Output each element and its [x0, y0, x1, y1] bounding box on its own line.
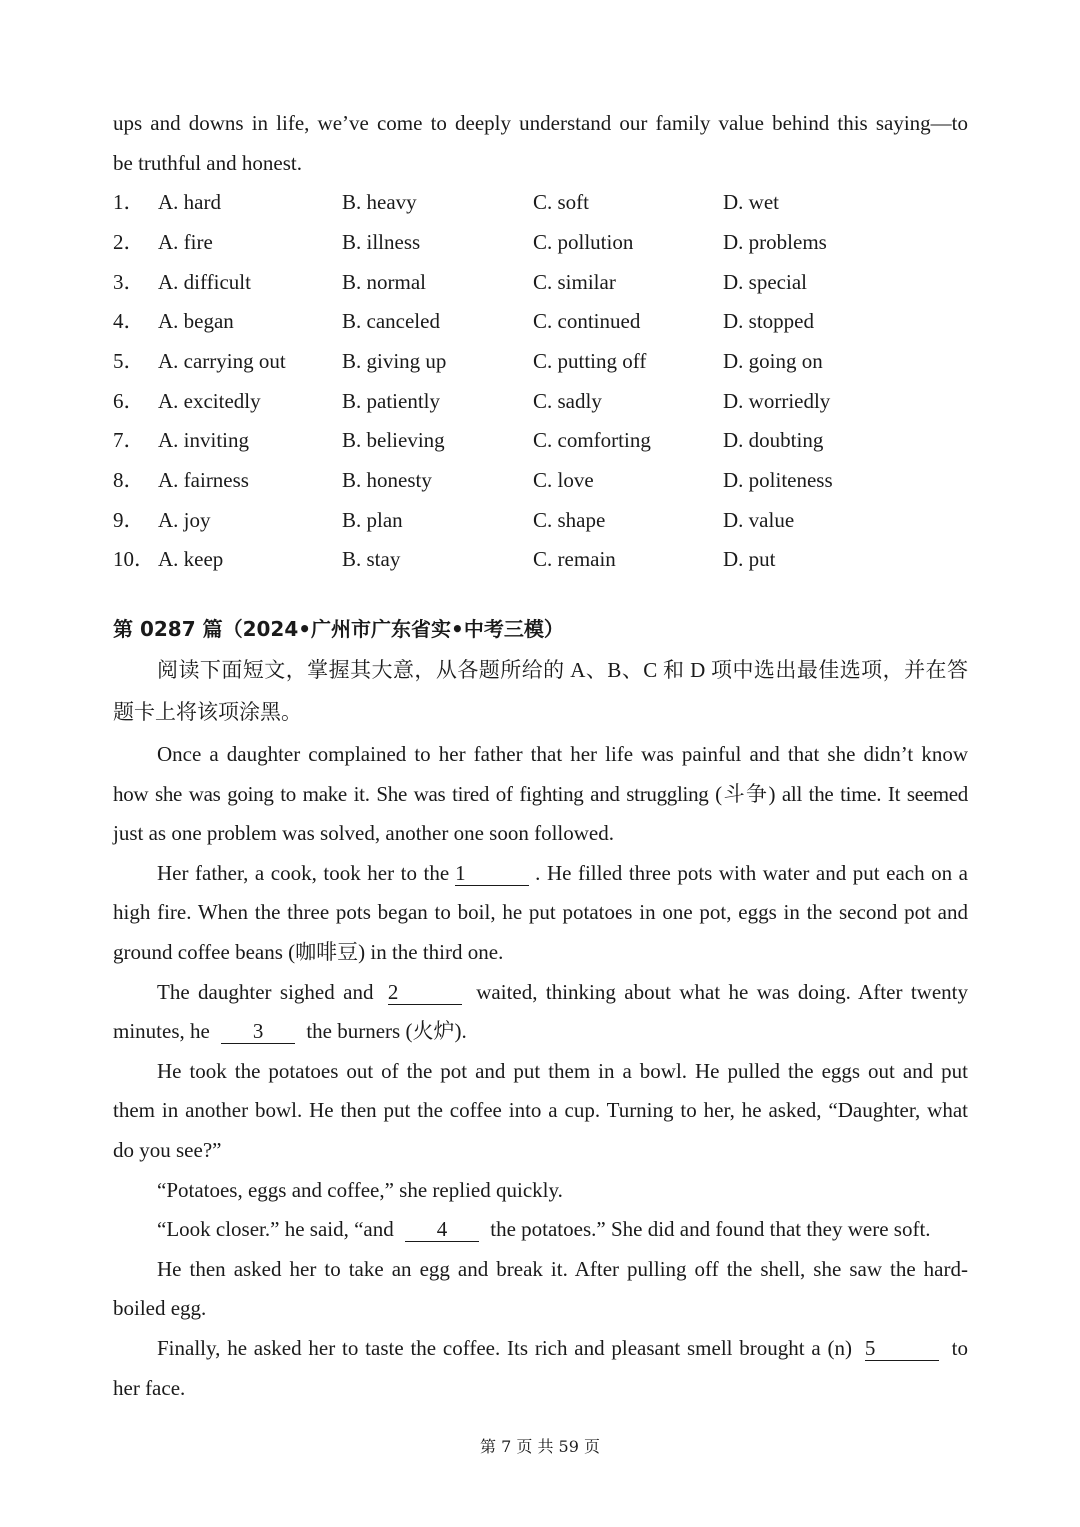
- blank-3: 3: [221, 1019, 295, 1044]
- passage-line-with-blank: [113, 1329, 968, 1369]
- option-c: C. continued: [533, 309, 641, 334]
- option-d: D. going on: [723, 348, 823, 373]
- option-d: D. politeness: [723, 468, 833, 492]
- blank-2: 2: [388, 980, 462, 1005]
- question-number: 8．: [113, 468, 145, 492]
- option-d: D. problems: [723, 229, 827, 254]
- passage-line: Once a daughter complained to her father that her life was painful and that she didn’t know: [157, 742, 968, 767]
- question-number: 2．: [113, 229, 145, 254]
- option-c: C. comforting: [533, 428, 651, 453]
- option-row: [113, 183, 968, 223]
- passage-line: high fire. When the three pots began to boil, he put potatoes in one pot, eggs in the second pot and: [113, 900, 968, 925]
- passage-text: Her father, a cook, took her to the: [157, 860, 450, 885]
- passage-text: the potatoes.” She did and found that they were soft.: [490, 1217, 931, 1242]
- option-d: D. worriedly: [723, 388, 831, 413]
- passage-line: He then asked her to take an egg and break it. After pulling off the shell, she saw the hard-: [157, 1256, 968, 1281]
- option-row: [113, 302, 968, 342]
- option-a: A. inviting: [158, 428, 250, 453]
- question-number: 6．: [113, 388, 145, 413]
- passage-line: He took the potatoes out of the pot and put them in a bowl. He pulled the eggs out and put: [157, 1058, 968, 1083]
- question-number: 9．: [113, 507, 145, 532]
- option-d: D. doubting: [723, 428, 824, 453]
- question-number: 3．: [113, 269, 145, 294]
- page-footer: 第 7 页 共 59 页: [480, 1437, 600, 1456]
- passage-line: just as one problem was solved, another one soon followed.: [113, 821, 614, 846]
- question-number: 7．: [113, 428, 145, 453]
- option-c: C. putting off: [533, 348, 647, 373]
- option-a: A. fairness: [158, 468, 249, 492]
- blank-5: 5: [865, 1336, 939, 1361]
- option-b: B. believing: [342, 428, 445, 453]
- passage-text: The daughter sighed and: [157, 979, 374, 1004]
- option-a: A. fire: [158, 229, 213, 254]
- intro-line-1: ups and downs in life, we’ve come to deeply understand our family value behind this saying—to: [113, 111, 968, 135]
- passage-line-with-blank: [113, 854, 968, 894]
- option-row: [113, 263, 968, 303]
- option-b: B. plan: [342, 507, 403, 532]
- option-a: A. carrying out: [158, 348, 286, 373]
- option-b: B. stay: [342, 547, 401, 572]
- passage-text: waited, thinking about what he was doing. After twenty: [476, 979, 969, 1004]
- passage-line: ground coffee beans (咖啡豆) in the third one.: [113, 940, 504, 965]
- option-c: C. similar: [533, 269, 616, 294]
- instruction-line-1: 阅读下面短文，掌握其大意，从各题所给的 A、B、C 和 D 项中选出最佳选项，并在答: [157, 658, 968, 683]
- option-a: A. keep: [158, 547, 224, 572]
- option-b: B. illness: [342, 229, 421, 254]
- option-c: C. shape: [533, 507, 606, 532]
- option-row: [113, 223, 968, 263]
- question-number: 10．: [113, 547, 155, 572]
- question-number: 4．: [113, 309, 145, 334]
- passage-text: “Look closer.” he said, “and: [157, 1217, 394, 1242]
- passage-text: minutes, he: [113, 1019, 210, 1044]
- blank-1: 1: [455, 861, 529, 886]
- option-c: C. soft: [533, 190, 590, 215]
- option-row: [113, 382, 968, 422]
- option-a: A. hard: [158, 190, 221, 215]
- option-c: C. pollution: [533, 229, 634, 254]
- option-d: D. special: [723, 269, 807, 294]
- blank-4: 4: [405, 1217, 479, 1242]
- passage-line-with-blank: [113, 1210, 968, 1250]
- option-row: [113, 540, 968, 580]
- option-a: A. joy: [158, 507, 211, 532]
- passage-line: her face.: [113, 1375, 186, 1400]
- passage-text: Finally, he asked her to taste the coffee. Its rich and pleasant smell brought a (n): [157, 1335, 853, 1360]
- passage-text: the burners (火炉).: [306, 1019, 467, 1044]
- passage-line: boiled egg.: [113, 1296, 207, 1321]
- option-row: [113, 461, 968, 501]
- option-d: D. stopped: [723, 309, 814, 334]
- passage-line-with-blank: [113, 973, 968, 1013]
- option-d: D. value: [723, 507, 795, 532]
- option-b: B. canceled: [342, 309, 440, 334]
- option-b: B. heavy: [342, 190, 417, 215]
- option-row: [113, 501, 968, 541]
- options-list: [113, 183, 968, 580]
- option-d: D. put: [723, 547, 776, 572]
- option-a: A. difficult: [158, 269, 251, 294]
- passage-line: “Potatoes, eggs and coffee,” she replied quickly.: [157, 1177, 563, 1202]
- option-d: D. wet: [723, 190, 779, 215]
- option-b: B. honesty: [342, 468, 432, 492]
- passage-text: to: [951, 1335, 969, 1360]
- option-c: C. love: [533, 468, 594, 492]
- instruction-line-2: 题卡上将该项涂黑。: [113, 700, 302, 725]
- question-number: 5．: [113, 348, 145, 373]
- passage-line: how she was going to make it. She was tired of fighting and struggling (斗争) all the time. It seemed: [113, 781, 968, 806]
- page-content: [113, 104, 968, 1408]
- option-c: C. remain: [533, 547, 616, 572]
- passage-line: them in another bowl. He then put the coffee into a cup. Turning to her, he asked, “Daughter, what: [113, 1098, 968, 1123]
- option-b: B. normal: [342, 269, 426, 294]
- option-row: [113, 421, 968, 461]
- option-b: B. patiently: [342, 388, 440, 413]
- passage-text: . He filled three pots with water and put each on a: [535, 860, 969, 885]
- option-a: A. began: [158, 309, 234, 334]
- section-title: 第 0287 篇（2024•广州市广东省实•中考三模）: [113, 617, 564, 642]
- option-row: [113, 342, 968, 382]
- passage-line-with-blank: [113, 1012, 968, 1052]
- passage-line: do you see?”: [113, 1138, 222, 1162]
- intro-line-2: be truthful and honest.: [113, 150, 302, 175]
- option-c: C. sadly: [533, 388, 602, 413]
- question-number: 1．: [113, 190, 145, 215]
- option-b: B. giving up: [342, 348, 447, 373]
- option-a: A. excitedly: [158, 388, 261, 413]
